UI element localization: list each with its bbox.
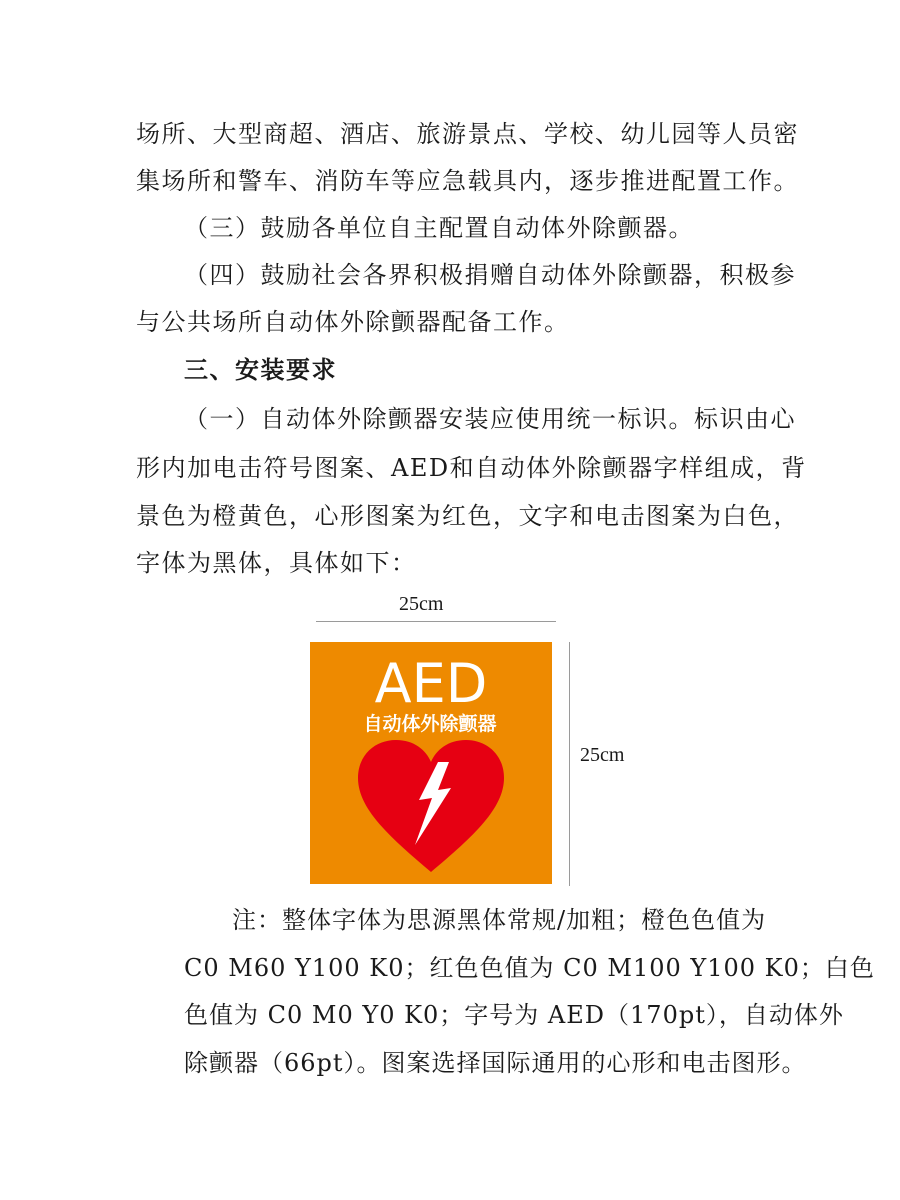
- note-line-3: 色值为 C0 M0 Y0 K0；字号为 AED（170pt），自动体外: [184, 1001, 844, 1029]
- note-line-1: 注：整体字体为思源黑体常规/加粗；橙色色值为: [232, 906, 767, 934]
- body-line-2: 集场所和警车、消防车等应急载具内，逐步推进配置工作。: [136, 167, 799, 195]
- aed-text: AED: [374, 652, 488, 715]
- aed-subtitle: 自动体外除颤器: [363, 713, 497, 735]
- note-line-2: C0 M60 Y100 K0；红色色值为 C0 M100 Y100 K0；白色: [184, 954, 875, 982]
- body-line-3: （三）鼓励各单位自主配置自动体外除颤器。: [184, 214, 694, 242]
- sign-width-label: 25cm: [399, 593, 444, 615]
- section-line-1: （一）自动体外除颤器安装应使用统一标识。标识由心: [184, 405, 796, 433]
- section-line-4: 字体为黑体，具体如下：: [136, 549, 417, 577]
- aed-sign: [310, 642, 552, 884]
- section-line-2: 形内加电击符号图案、AED和自动体外除颤器字样组成，背: [136, 454, 807, 482]
- section-line-3: 景色为橙黄色，心形图案为红色，文字和电击图案为白色，: [136, 502, 799, 530]
- sign-width-rule: [316, 621, 556, 622]
- body-line-1: 场所、大型商超、酒店、旅游景点、学校、幼儿园等人员密: [136, 120, 799, 148]
- body-line-5: 与公共场所自动体外除颤器配备工作。: [136, 308, 570, 336]
- body-line-4: （四）鼓励社会各界积极捐赠自动体外除颤器，积极参: [184, 261, 796, 289]
- sign-height-rule: [569, 642, 570, 886]
- sign-height-label: 25cm: [580, 744, 625, 766]
- section-heading: 三、安装要求: [184, 356, 337, 384]
- note-line-4: 除颤器（66pt）。图案选择国际通用的心形和电击图形。: [184, 1049, 807, 1077]
